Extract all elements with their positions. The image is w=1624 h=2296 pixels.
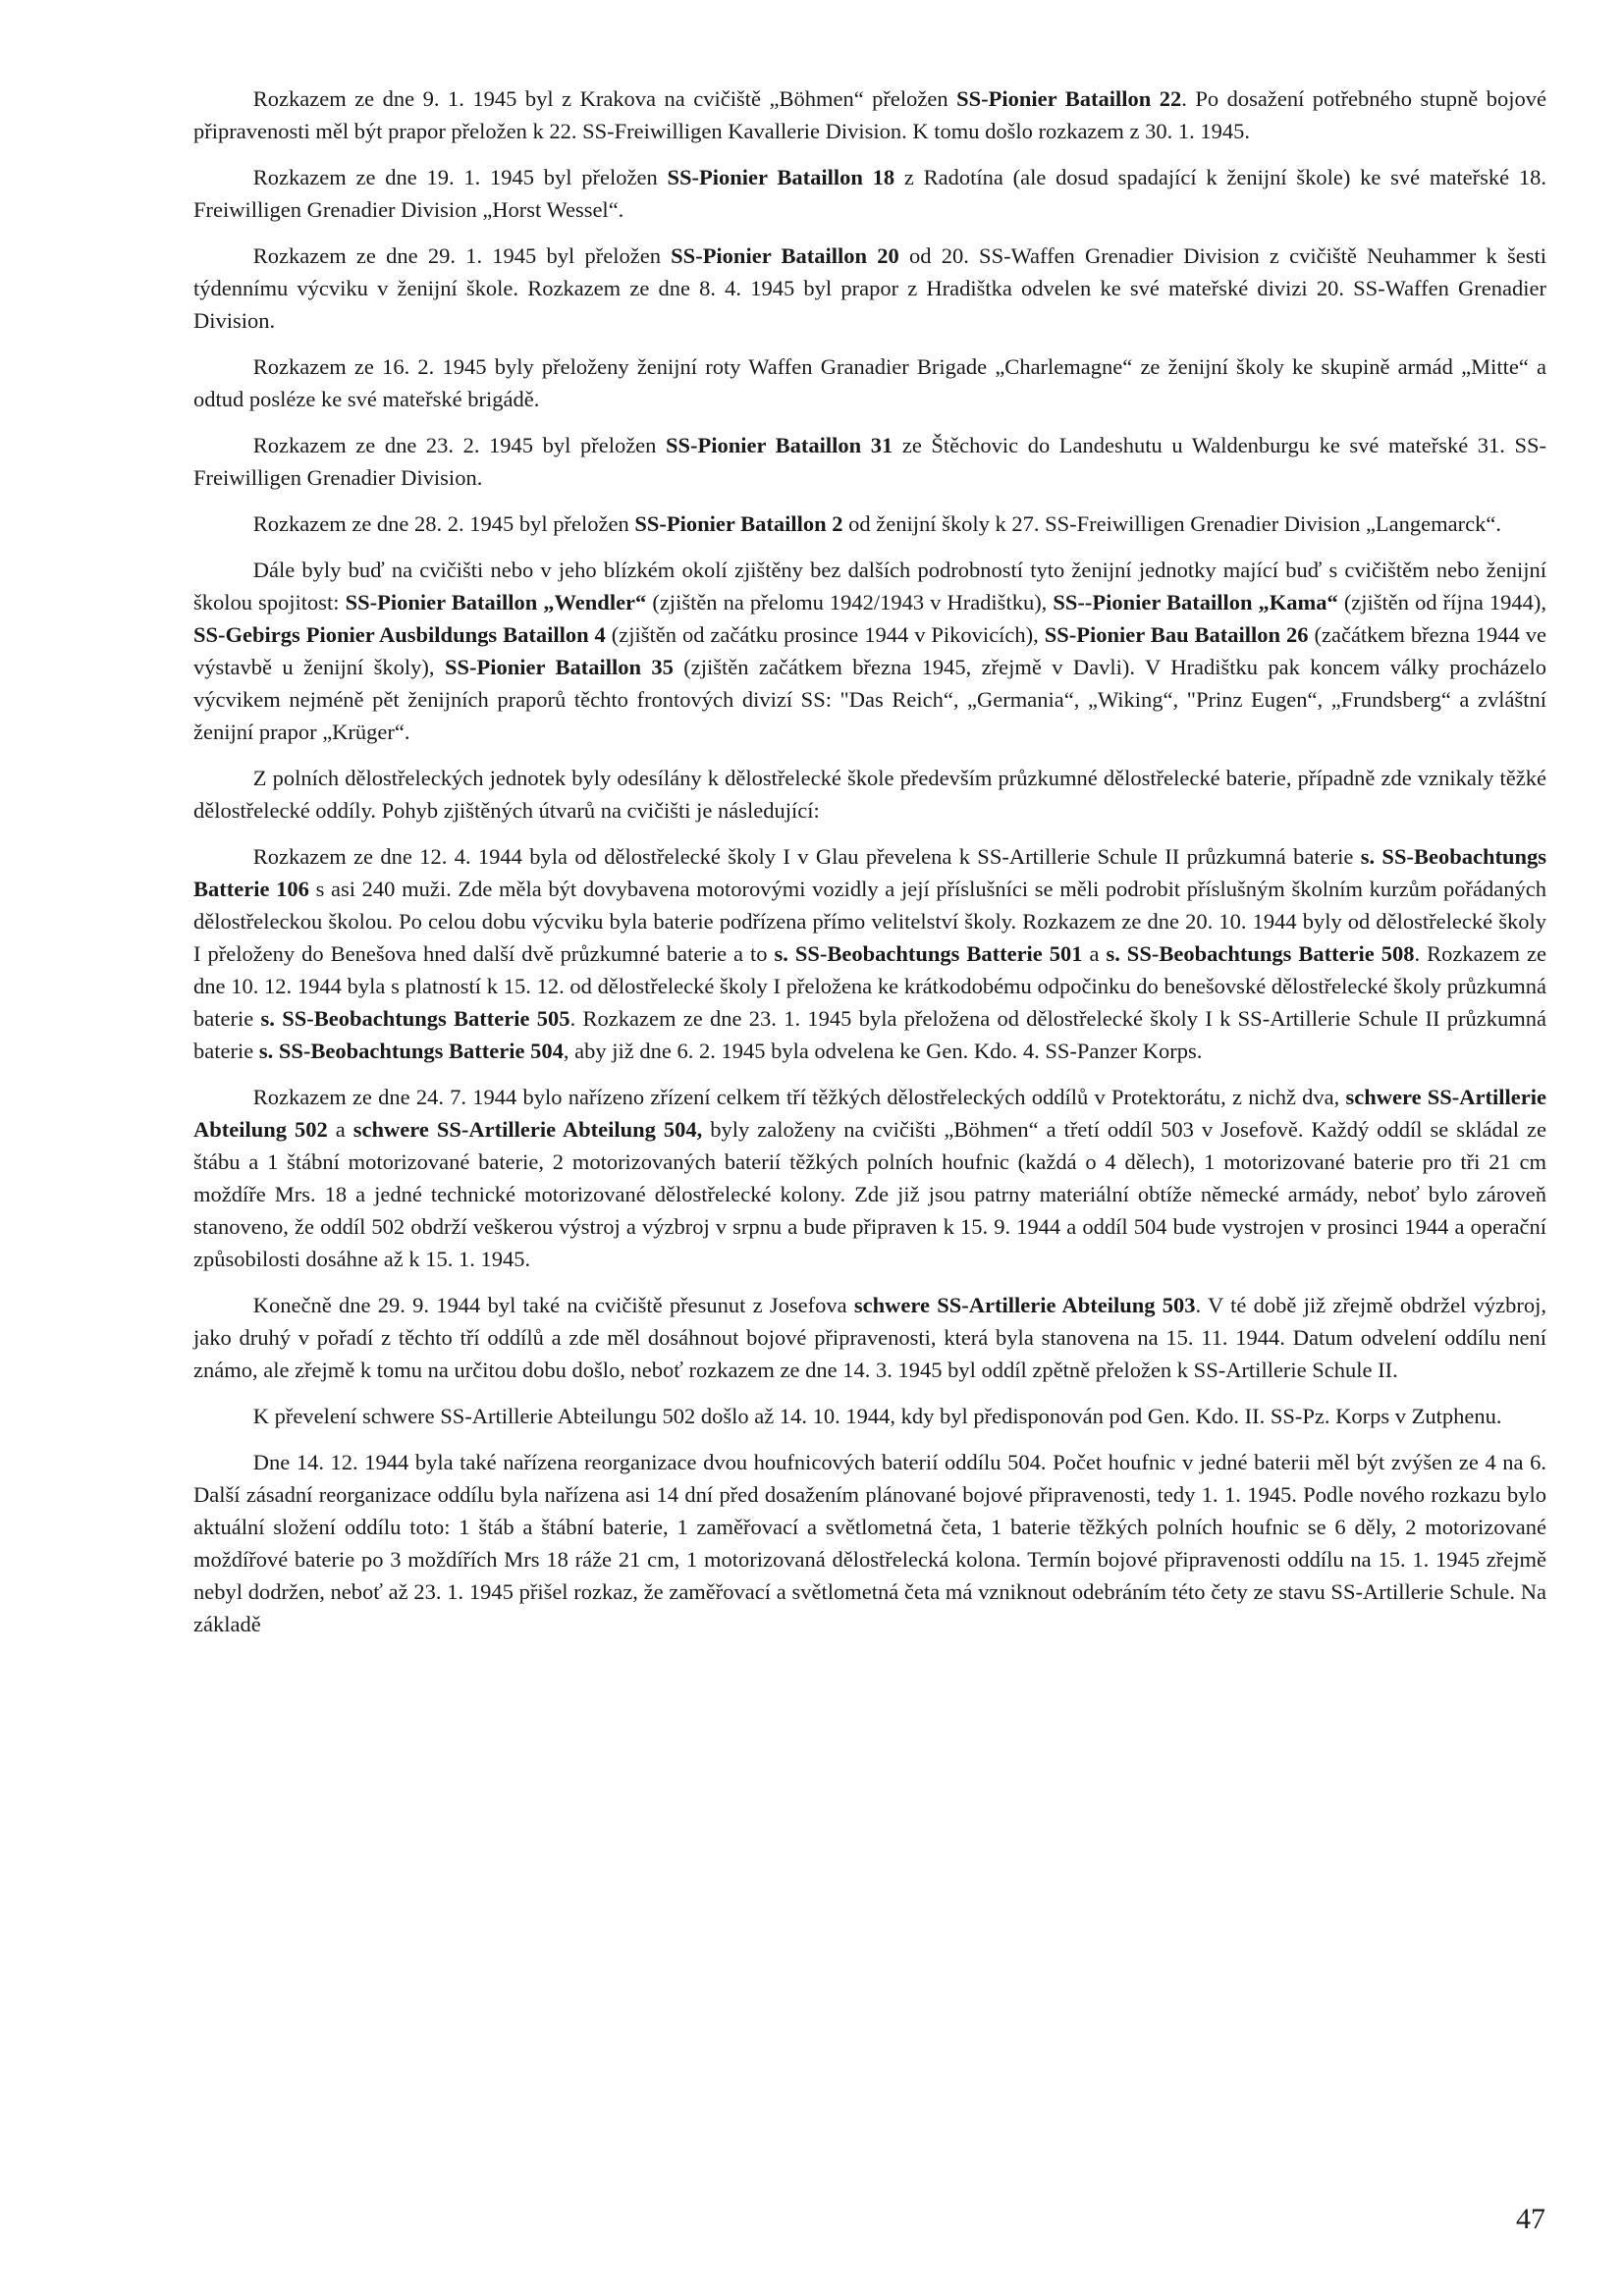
page-body (193, 82, 1546, 1654)
paragraph (193, 1400, 1546, 1432)
paragraph (193, 1446, 1546, 1640)
text-run: K převelení schwere SS-Artillerie Abteilungu 502 došlo až 14. 10. 1944, kdy byl předisponován pod Gen. Kdo. II. SS-Pz. Korps v Zutphenu. (252, 1404, 1502, 1428)
text-run: (zjištěn od začátku prosince 1944 v Pikovicích), (605, 622, 1045, 647)
text-run: Rozkazem ze dne 23. 2. 1945 byl přeložen (252, 433, 666, 457)
bold-unit-name: schwere SS-Artillerie Abteilung 504, (352, 1117, 703, 1142)
text-run: Rozkazem ze dne 29. 1. 1945 byl přeložen (252, 243, 672, 268)
paragraph (193, 350, 1546, 415)
bold-unit-name: SS-Gebirgs Pionier Ausbildungs Bataillon 4 (193, 622, 606, 647)
text-run: Rozkazem ze dne 24. 7. 1944 bylo nařízeno zřízení celkem tří těžkých dělostřeleckých oddílů v Protektorátu, z nichž dva, (252, 1085, 1346, 1109)
bold-unit-name: schwere SS-Artillerie Abteilung 503 (853, 1293, 1196, 1317)
text-run: ze Štěchovic do Landeshutu u Waldenburgu ke své mateřské 31. SS-Freiwilligen Grenadier Division. (193, 433, 1546, 490)
bold-unit-name: SS-Pionier Bataillon „Wendler“ (345, 590, 647, 614)
page-number: 47 (1516, 2203, 1545, 2235)
text-run: (zjištěn na přelomu 1942/1943 v Hradištku), (646, 590, 1054, 614)
bold-unit-name: SS-Pionier Bau Bataillon 26 (1044, 622, 1309, 647)
paragraph (193, 762, 1546, 827)
text-run: Rozkazem ze dne 28. 2. 1945 byl přeložen (252, 511, 635, 536)
bold-unit-name: SS-Pionier Bataillon 2 (634, 511, 843, 536)
text-run: a (327, 1117, 353, 1142)
text-run: a (1082, 941, 1107, 966)
bold-unit-name: schwere SS-Artillerie Abteilung 502 (193, 1085, 1546, 1142)
bold-unit-name: s. SS-Beobachtungs Batterie 508 (1106, 941, 1415, 966)
text-run: . V té době již zřejmě obdržel výzbroj, jako druhý v pořadí z těchto tří oddílů a zde měl dosáhnout bojové připravenosti, která byla stanovena na 15. 11. 1944. Datum odvelení oddílu není známo, ale zřejmě k tomu na určitou dobu došlo, neboť rozkazem ze dne 14. 3. 1945 byl oddíl zpětně přeložen k SS-Artillerie Schule II. (193, 1293, 1546, 1382)
bold-unit-name: SS-Pionier Bataillon 35 (444, 655, 674, 679)
paragraph (193, 82, 1546, 147)
text-run: Dále byly buď na cvičišti nebo v jeho blízkém okolí zjištěny bez dalších podrobností tyto ženijní jednotky mající buď s cvičištěm nebo ženijní školou spojitost: (193, 558, 1546, 614)
bold-unit-name: s. SS-Beobachtungs Batterie 505 (260, 1006, 570, 1031)
paragraph (193, 840, 1546, 1067)
text-run: , aby již dne 6. 2. 1945 byla odvelena ke Gen. Kdo. 4. SS-Panzer Korps. (563, 1039, 1203, 1063)
paragraph (193, 1289, 1546, 1386)
text-run: z Radotína (ale dosud spadající k ženijní škole) ke své mateřské 18. Freiwilligen Grenadier Division „Horst Wessel“. (193, 165, 1546, 222)
text-run: Rozkazem ze dne 12. 4. 1944 byla od dělostřelecké školy I v Glau převelena k SS-Artillerie Schule II průzkumná baterie (252, 844, 1361, 869)
text-run: . Rozkazem ze dne 23. 1. 1945 byla přeložena od dělostřelecké školy I k SS-Artillerie Schule II průzkumná baterie (193, 1006, 1546, 1063)
paragraph (193, 507, 1546, 540)
paragraph (193, 161, 1546, 226)
bold-unit-name: s. SS-Beobachtungs Batterie 501 (774, 941, 1083, 966)
text-run: Konečně dne 29. 9. 1944 byl také na cvičiště přesunut z Josefova (252, 1293, 854, 1317)
paragraph (193, 429, 1546, 494)
bold-unit-name: SS-Pionier Bataillon 20 (671, 243, 899, 268)
paragraph (193, 240, 1546, 337)
text-run: byly založeny na cvičišti „Böhmen“ a třetí oddíl 503 v Josefově. Každý oddíl se skládal ze štábu a 1 štábní motorizované baterie, 2 motorizovaných baterií těžkých polních houfnic (každá o 4 dělech), 1 motorizované baterie pro tři 21 cm moždíře Mrs. 18 a jedné technické motorizované dělostřelecké kolony. Zde již jsou patrny materiální obtíže německé armády, neboť bylo zároveň stanoveno, že oddíl 502 obdrží veškerou výstroj a výzbroj v srpnu a bude připraven k 15. 9. 1944 a oddíl 504 bude vystrojen v prosinci 1944 a operační způsobilosti dosáhne až k 15. 1. 1945. (193, 1117, 1546, 1271)
text-run: Dne 14. 12. 1944 byla také nařízena reorganizace dvou houfnicových baterií oddílu 504. Počet houfnic v jedné baterii měl být zvýšen ze 4 na 6. Další zásadní reorganizace oddílu byla nařízena asi 14 dní před dosažením plánované bojové připravenosti, tedy 1. 1. 1945. Podle nového rozkazu bylo aktuální složení oddílu toto: 1 štáb a štábní baterie, 1 zaměřovací a světlometná četa, 1 baterie těžkých polních houfnic se 6 děly, 2 motorizované moždířové baterie po 3 moždířích Mrs 18 ráže 21 cm, 1 motorizovaná dělostřelecká kolona. Termín bojové připravenosti oddílu na 15. 1. 1945 zřejmě nebyl dodržen, neboť až 23. 1. 1945 přišel rozkaz, že zaměřovací a světlometná četa má vzniknout odebráním této čety ze stavu SS-Artillerie Schule. Na základě (193, 1450, 1546, 1636)
paragraph (193, 554, 1546, 748)
text-run: . Po dosažení potřebného stupně bojové připravenosti měl být prapor přeložen k 22. SS-Freiwilligen Kavallerie Division. K tomu došlo rozkazem z 30. 1. 1945. (193, 86, 1546, 143)
text-run: (zjištěn začátkem března 1945, zřejmě v Davli). V Hradištku pak koncem války procházelo výcvikem nejméně pět ženijních praporů těchto frontových divizí SS: "Das Reich“, „Germania“, „Wiking“, "Prinz Eugen“, „Frundsberg“ a zvláštní ženijní prapor „Krüger“. (193, 655, 1546, 744)
text-run: (začátkem března 1944 ve výstavbě u ženijní školy), (193, 622, 1546, 679)
text-run: s asi 240 muži. Zde měla být dovybavena motorovými vozidly a její příslušníci se měli podrobit příslušným školním kurzům pořádaných dělostřeleckou školou. Po celou dobu výcviku byla baterie podřízena přímo velitelství školy. Rozkazem ze dne 20. 10. 1944 byly od dělostřelecké školy I přeloženy do Benešova hned další dvě průzkumné baterie a to (193, 877, 1546, 966)
bold-unit-name: s. SS-Beobachtungs Batterie 504 (258, 1039, 564, 1063)
text-run: Rozkazem ze dne 9. 1. 1945 byl z Krakova na cvičiště „Böhmen“ přeložen (252, 86, 957, 111)
bold-unit-name: SS-Pionier Bataillon 22 (956, 86, 1182, 111)
bold-unit-name: SS--Pionier Bataillon „Kama“ (1053, 590, 1338, 614)
bold-unit-name: SS-Pionier Bataillon 31 (666, 433, 893, 457)
text-run: Z polních dělostřeleckých jednotek byly odesílány k dělostřelecké škole především průzkumné dělostřelecké baterie, případně zde vznikaly těžké dělostřelecké oddíly. Pohyb zjištěných útvarů na cvičišti je následující: (193, 766, 1546, 823)
text-run: . Rozkazem ze dne 10. 12. 1944 byla s platností k 15. 12. od dělostřelecké školy I přeložena ke krátkodobému odpočinku do benešovské dělostřelecké školy průzkumná baterie (193, 941, 1546, 1031)
bold-unit-name: s. SS-Beobachtungs Batterie 106 (193, 844, 1546, 901)
text-run: Rozkazem ze dne 19. 1. 1945 byl přeložen (252, 165, 668, 189)
bold-unit-name: SS-Pionier Bataillon 18 (667, 165, 895, 189)
text-run: od 20. SS-Waffen Grenadier Division z cvičiště Neuhammer k šesti týdennímu výcviku v ženijní škole. Rozkazem ze dne 8. 4. 1945 byl prapor z Hradištka odvelen ke své mateřské divizi 20. SS-Waffen Grenadier Division. (193, 243, 1546, 333)
paragraph (193, 1081, 1546, 1275)
text-run: Rozkazem ze 16. 2. 1945 byly přeloženy ženijní roty Waffen Granadier Brigade „Charlemagne“ ze ženijní školy ke skupině armád „Mitte“ a odtud posléze ke své mateřské brigádě. (193, 354, 1546, 411)
text-run: (zjištěn od října 1944), (1337, 590, 1546, 614)
text-run: od ženijní školy k 27. SS-Freiwilligen Grenadier Division „Langemarck“. (842, 511, 1501, 536)
